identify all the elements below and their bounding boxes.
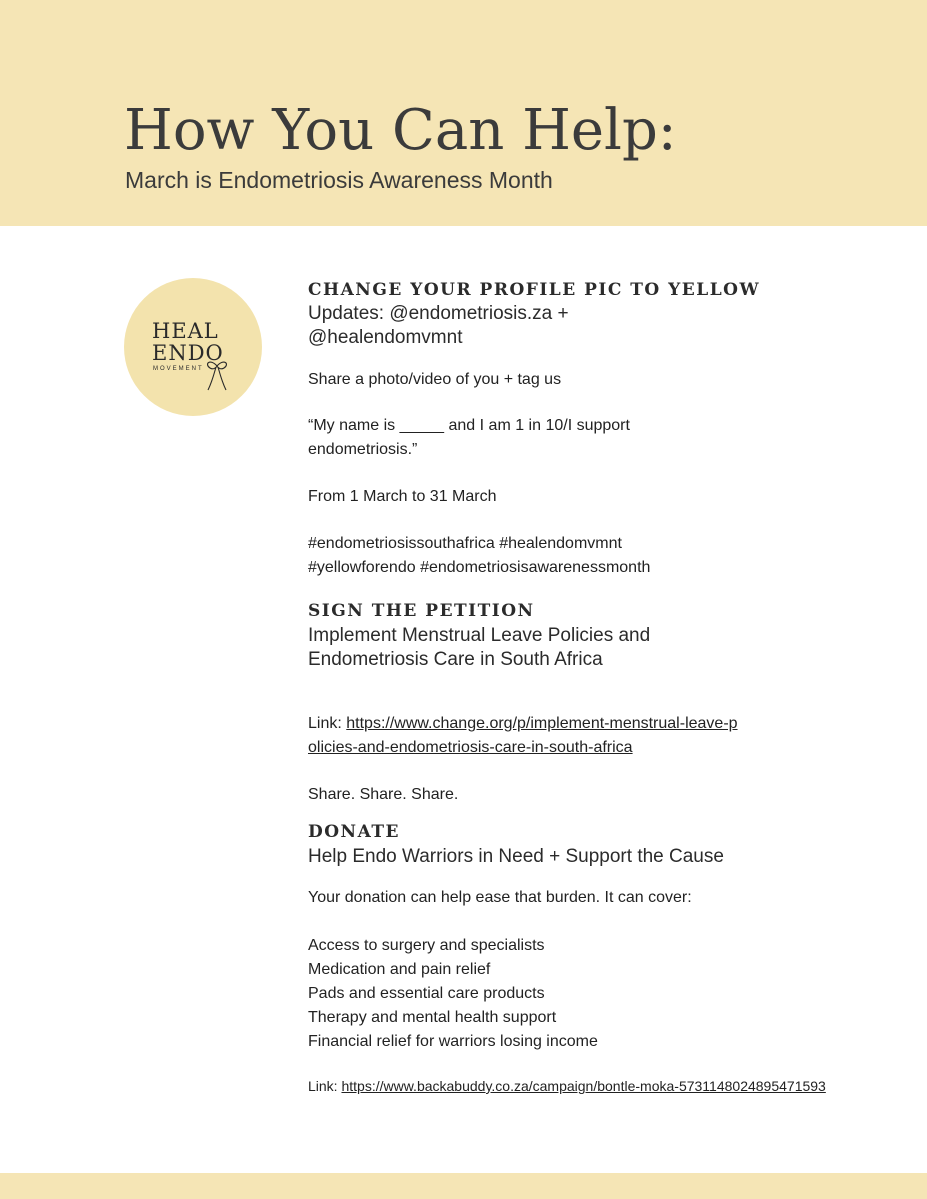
logo-text-heal: HEAL — [152, 319, 219, 343]
petition-link[interactable]: https://www.change.org/p/implement-menstrual-leave-policies-and-endometriosis-care-in-south-africa — [308, 715, 738, 756]
donate-item: Medication and pain relief — [308, 961, 491, 978]
header-band — [0, 0, 927, 226]
donate-item: Therapy and mental health support — [308, 1009, 557, 1026]
donate-subheading: Help Endo Warriors in Need + Support the Cause — [308, 846, 724, 867]
profile-heading: CHANGE YOUR PROFILE PIC TO YELLOW — [308, 280, 761, 300]
petition-link-label: Link: — [308, 715, 342, 732]
donate-heading: DONATE — [308, 822, 400, 842]
donate-link-row — [308, 1074, 826, 1098]
donate-link[interactable]: https://www.backabuddy.co.za/campaign/bontle-moka-5731148024895471593 — [341, 1078, 826, 1094]
donate-link-label: Link: — [308, 1078, 338, 1094]
petition-share-text: Share. Share. Share. — [308, 786, 459, 803]
logo-tagline: MOVEMENT — [153, 366, 204, 372]
page-title: How You Can Help: — [124, 98, 677, 163]
profile-dates: From 1 March to 31 March — [308, 488, 497, 505]
profile-hashtags: #endometriosissouthafrica #healendomvmnt #yellowforendo #endometriosisawarenessmonth — [308, 535, 651, 576]
profile-share-text: Share a photo/video of you + tag us — [308, 371, 562, 388]
heal-endo-logo — [124, 278, 262, 416]
logo-text-endo: ENDO — [152, 341, 224, 365]
petition-subheading: Implement Menstrual Leave Policies and Endometriosis Care in South Africa — [308, 625, 651, 670]
donate-item: Financial relief for warriors losing income — [308, 1033, 598, 1050]
donate-item: Pads and essential care products — [308, 985, 545, 1002]
profile-quote: “My name is _____ and I am 1 in 10/I support endometriosis.” — [308, 417, 630, 458]
page-subtitle: March is Endometriosis Awareness Month — [125, 167, 553, 193]
donate-item: Access to surgery and specialists — [308, 937, 545, 954]
petition-heading: SIGN THE PETITION — [308, 601, 535, 621]
petition-link-row — [308, 712, 738, 760]
footer-band — [0, 1173, 927, 1199]
ribbon-icon — [204, 358, 230, 392]
donate-intro: Your donation can help ease that burden. It can cover: — [308, 889, 692, 906]
profile-subheading: Updates: @endometriosis.za + @healendomvmnt — [308, 303, 569, 348]
